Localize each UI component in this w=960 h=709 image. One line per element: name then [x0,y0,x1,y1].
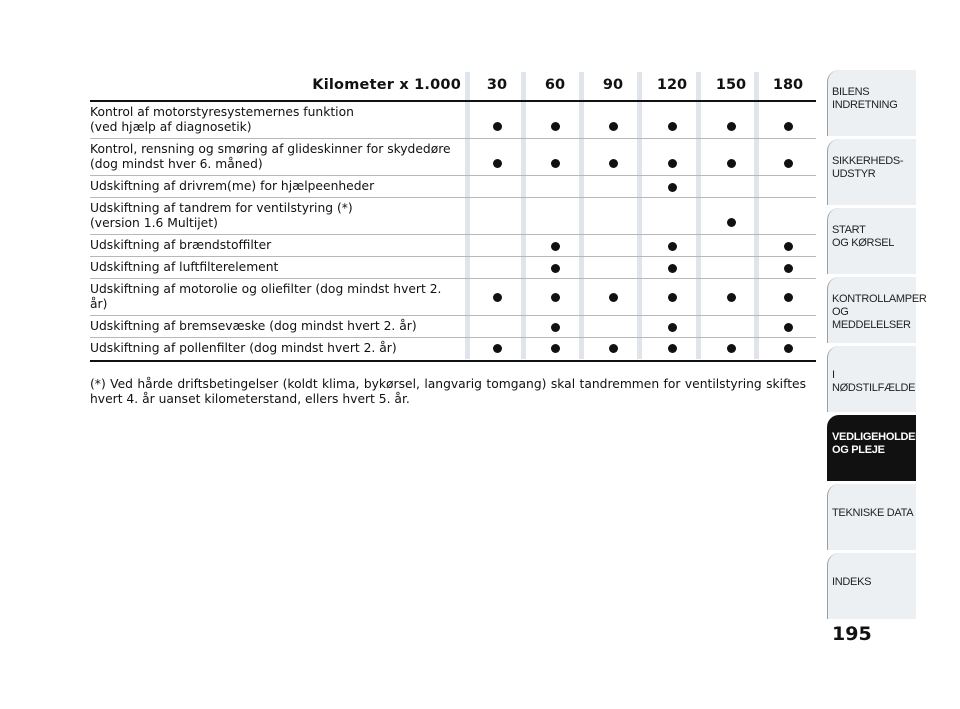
maintenance-mark-dot [493,293,502,302]
table-row [90,235,816,257]
row-label [90,235,460,256]
row-label-line: Kontrol, rensning og smøring af glideskinner for skydedøre [90,142,451,156]
row-label [90,279,460,315]
row-label-line: Udskiftning af drivrem(me) for hjælpeenheder [90,179,375,193]
table-row [90,338,816,359]
row-label [90,198,460,234]
table-header [90,72,816,99]
chapter-tab-label: OG PLEJE [832,444,885,456]
chapter-tab-vedligeholdelse-og-pleje[interactable] [827,415,936,481]
maintenance-mark-dot [551,264,560,273]
row-label-line: Kontrol af motorstyresystemernes funktion [90,105,354,119]
chapter-tab-start-og-kørsel[interactable] [827,208,916,274]
maintenance-mark-dot [493,122,502,131]
table-row [90,316,816,338]
maintenance-mark-dot [668,122,677,131]
chapter-tab-label: INDRETNING [832,99,898,111]
row-label-line: Udskiftning af luftfilterelement [90,260,279,274]
maintenance-mark-dot [668,344,677,353]
kilometer-header-label: Kilometer x 1.000 [312,77,461,93]
chapter-tab-tekniske-data[interactable] [827,484,916,550]
maintenance-mark-dot [727,293,736,302]
maintenance-mark-dot [668,183,677,192]
km-column-header: 60 [544,77,566,93]
maintenance-mark-dot [668,323,677,332]
maintenance-mark-dot [493,159,502,168]
table-row [90,257,816,279]
chapter-tab-label: INDEKS [832,576,872,588]
maintenance-mark-dot [668,264,677,273]
maintenance-mark-dot [609,344,618,353]
maintenance-mark-dot [551,293,560,302]
chapter-tab-label: VEDLIGEHOLDELSE [832,431,936,443]
table-row [90,198,816,235]
maintenance-mark-dot [551,323,560,332]
chapter-tab-indeks[interactable] [827,553,916,619]
maintenance-mark-dot [784,159,793,168]
maintenance-mark-dot [668,242,677,251]
km-column-header: 30 [486,77,508,93]
km-column-header: 120 [656,77,688,93]
chapter-tabs [827,70,936,622]
maintenance-mark-dot [609,122,618,131]
chapter-tab-label: UDSTYR [832,168,876,180]
maintenance-mark-dot [551,344,560,353]
maintenance-mark-dot [784,264,793,273]
row-label [90,257,460,278]
row-label [90,176,460,197]
row-label-line: Udskiftning af motorolie og oliefilter (dog mindst hvert 2. år) [90,282,442,311]
row-label-line: (dog mindst hver 6. måned) [90,157,263,171]
maintenance-mark-dot [493,344,502,353]
row-label-line: (version 1.6 Multijet) [90,216,218,230]
footnote: (*) Ved hårde driftsbetingelser (koldt klima, bykørsel, langvarig tomgang) skal tandremmen for ventilstyring skiftes hvert 4. år uanset kilometerstand, ellers hvert 5. år. [90,377,806,406]
km-column-header: 180 [772,77,804,93]
row-label [90,316,460,337]
maintenance-mark-dot [784,122,793,131]
table-row [90,176,816,198]
chapter-tab-label: SIKKERHEDS- [832,155,904,167]
km-column-header: 150 [715,77,747,93]
maintenance-mark-dot [727,344,736,353]
maintenance-mark-dot [668,159,677,168]
chapter-tab-sikkerheds-udstyr[interactable] [827,139,916,205]
row-label-line: Udskiftning af brændstoffilter [90,238,272,252]
chapter-tab-bilens-indretning[interactable] [827,70,916,136]
maintenance-mark-dot [727,218,736,227]
page-number: 195 [832,623,872,645]
row-label-line: Udskiftning af pollenfilter (dog mindst hvert 2. år) [90,341,397,355]
chapter-tab-label: TEKNISKE DATA [832,507,914,519]
row-label [90,338,460,359]
maintenance-mark-dot [551,159,560,168]
table-bottom-rule [90,360,816,362]
row-label [90,139,460,175]
maintenance-mark-dot [609,293,618,302]
table-row [90,279,816,316]
maintenance-mark-dot [784,293,793,302]
table-body [90,102,816,359]
maintenance-mark-dot [784,242,793,251]
row-label-line: Udskiftning af bremsevæske (dog mindst hvert 2. år) [90,319,417,333]
chapter-tab-label: I NØDSTILFÆLDE [832,369,916,394]
row-label [90,102,460,138]
chapter-tab-label: OG KØRSEL [832,237,895,249]
maintenance-mark-dot [727,159,736,168]
chapter-tab-label: OG MEDDELELSER [832,306,911,331]
table-row [90,139,816,176]
chapter-tab-label: BILENS [832,86,870,98]
maintenance-mark-dot [727,122,736,131]
maintenance-mark-dot [668,293,677,302]
maintenance-mark-dot [784,344,793,353]
row-label-line: (ved hjælp af diagnosetik) [90,120,252,134]
table-row [90,102,816,139]
maintenance-mark-dot [551,242,560,251]
maintenance-mark-dot [609,159,618,168]
km-column-header: 90 [602,77,624,93]
chapter-tab-i-nødstilfælde[interactable] [827,346,916,412]
maintenance-mark-dot [551,122,560,131]
chapter-tab-kontrollamper-og-meddelelser[interactable] [827,277,927,343]
row-label-line: Udskiftning af tandrem for ventilstyring (*) [90,201,353,215]
maintenance-table [90,72,816,355]
chapter-tab-label: KONTROLLAMPER [832,293,927,305]
chapter-tab-label: START [832,224,866,236]
maintenance-mark-dot [784,323,793,332]
